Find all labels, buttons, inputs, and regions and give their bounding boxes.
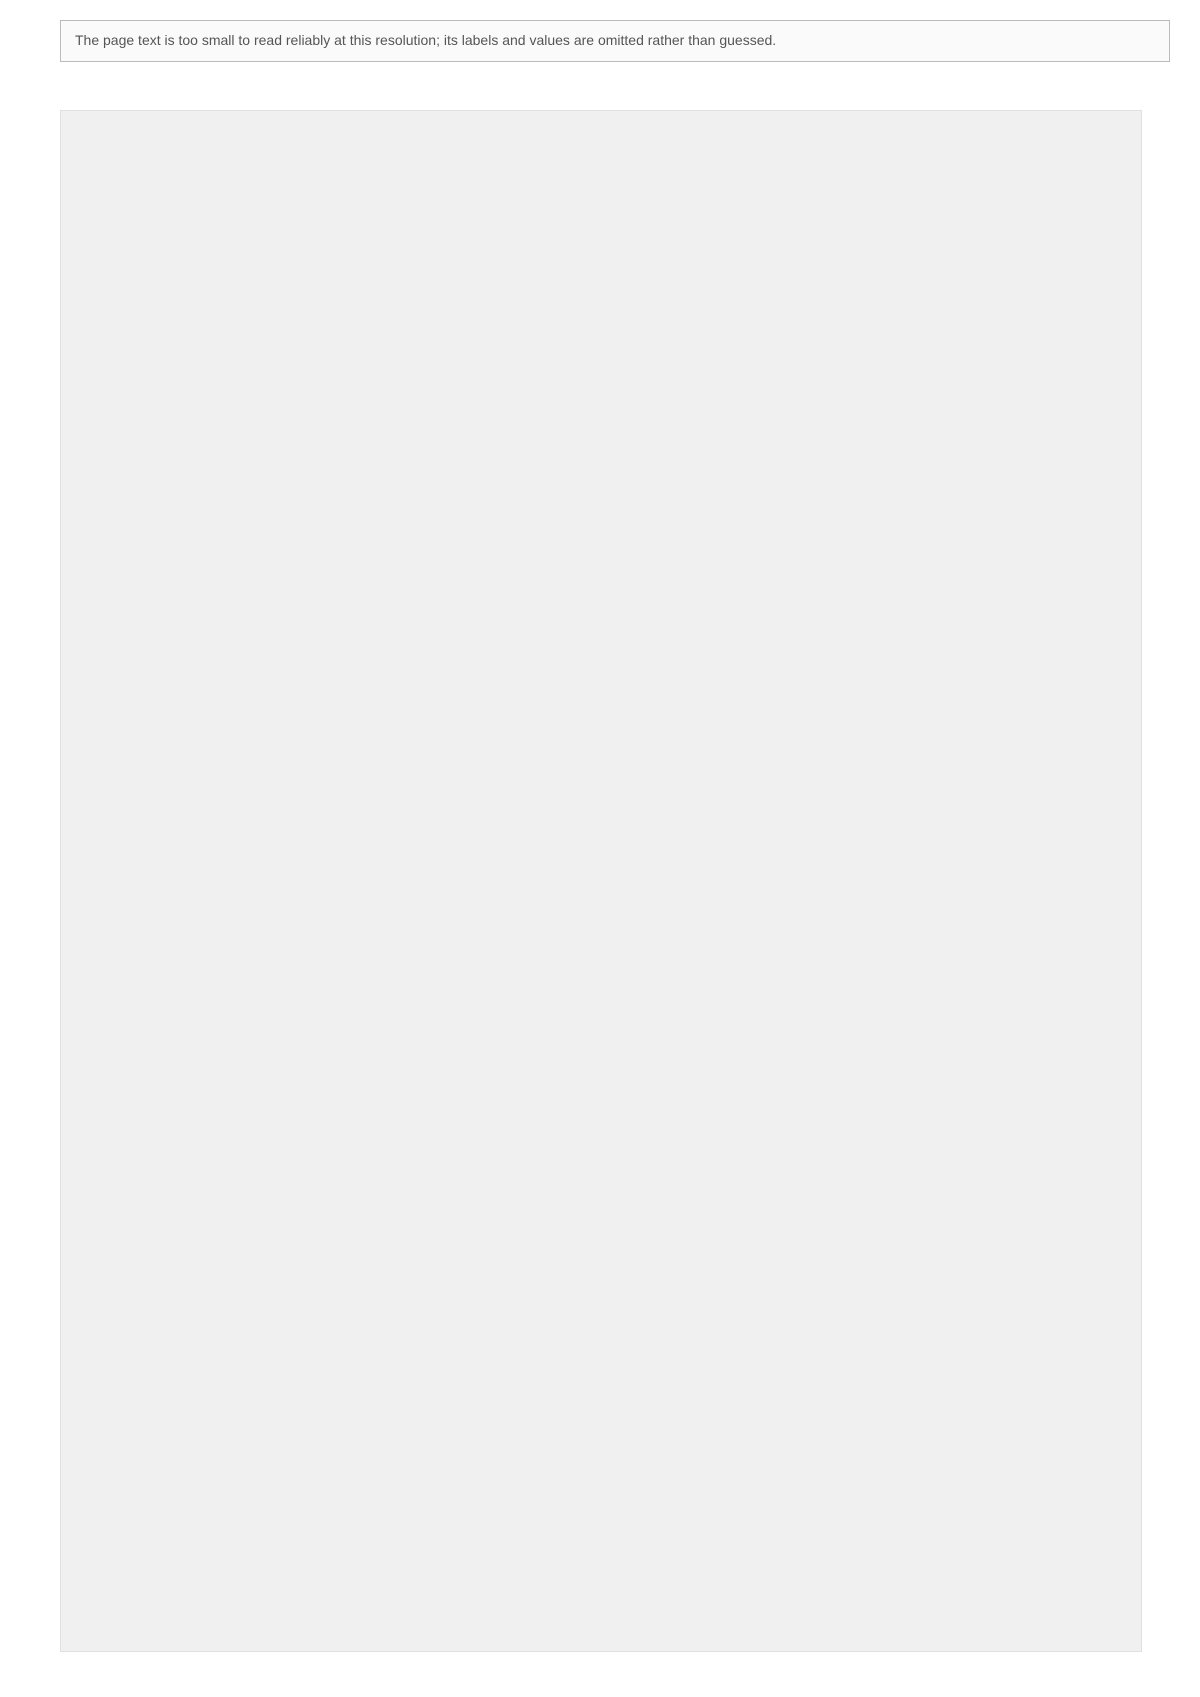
content-block	[60, 110, 1142, 1652]
unreadable-notice: The page text is too small to read reliably at this resolution; its labels and values are omitted rather than guessed.	[60, 20, 1170, 62]
